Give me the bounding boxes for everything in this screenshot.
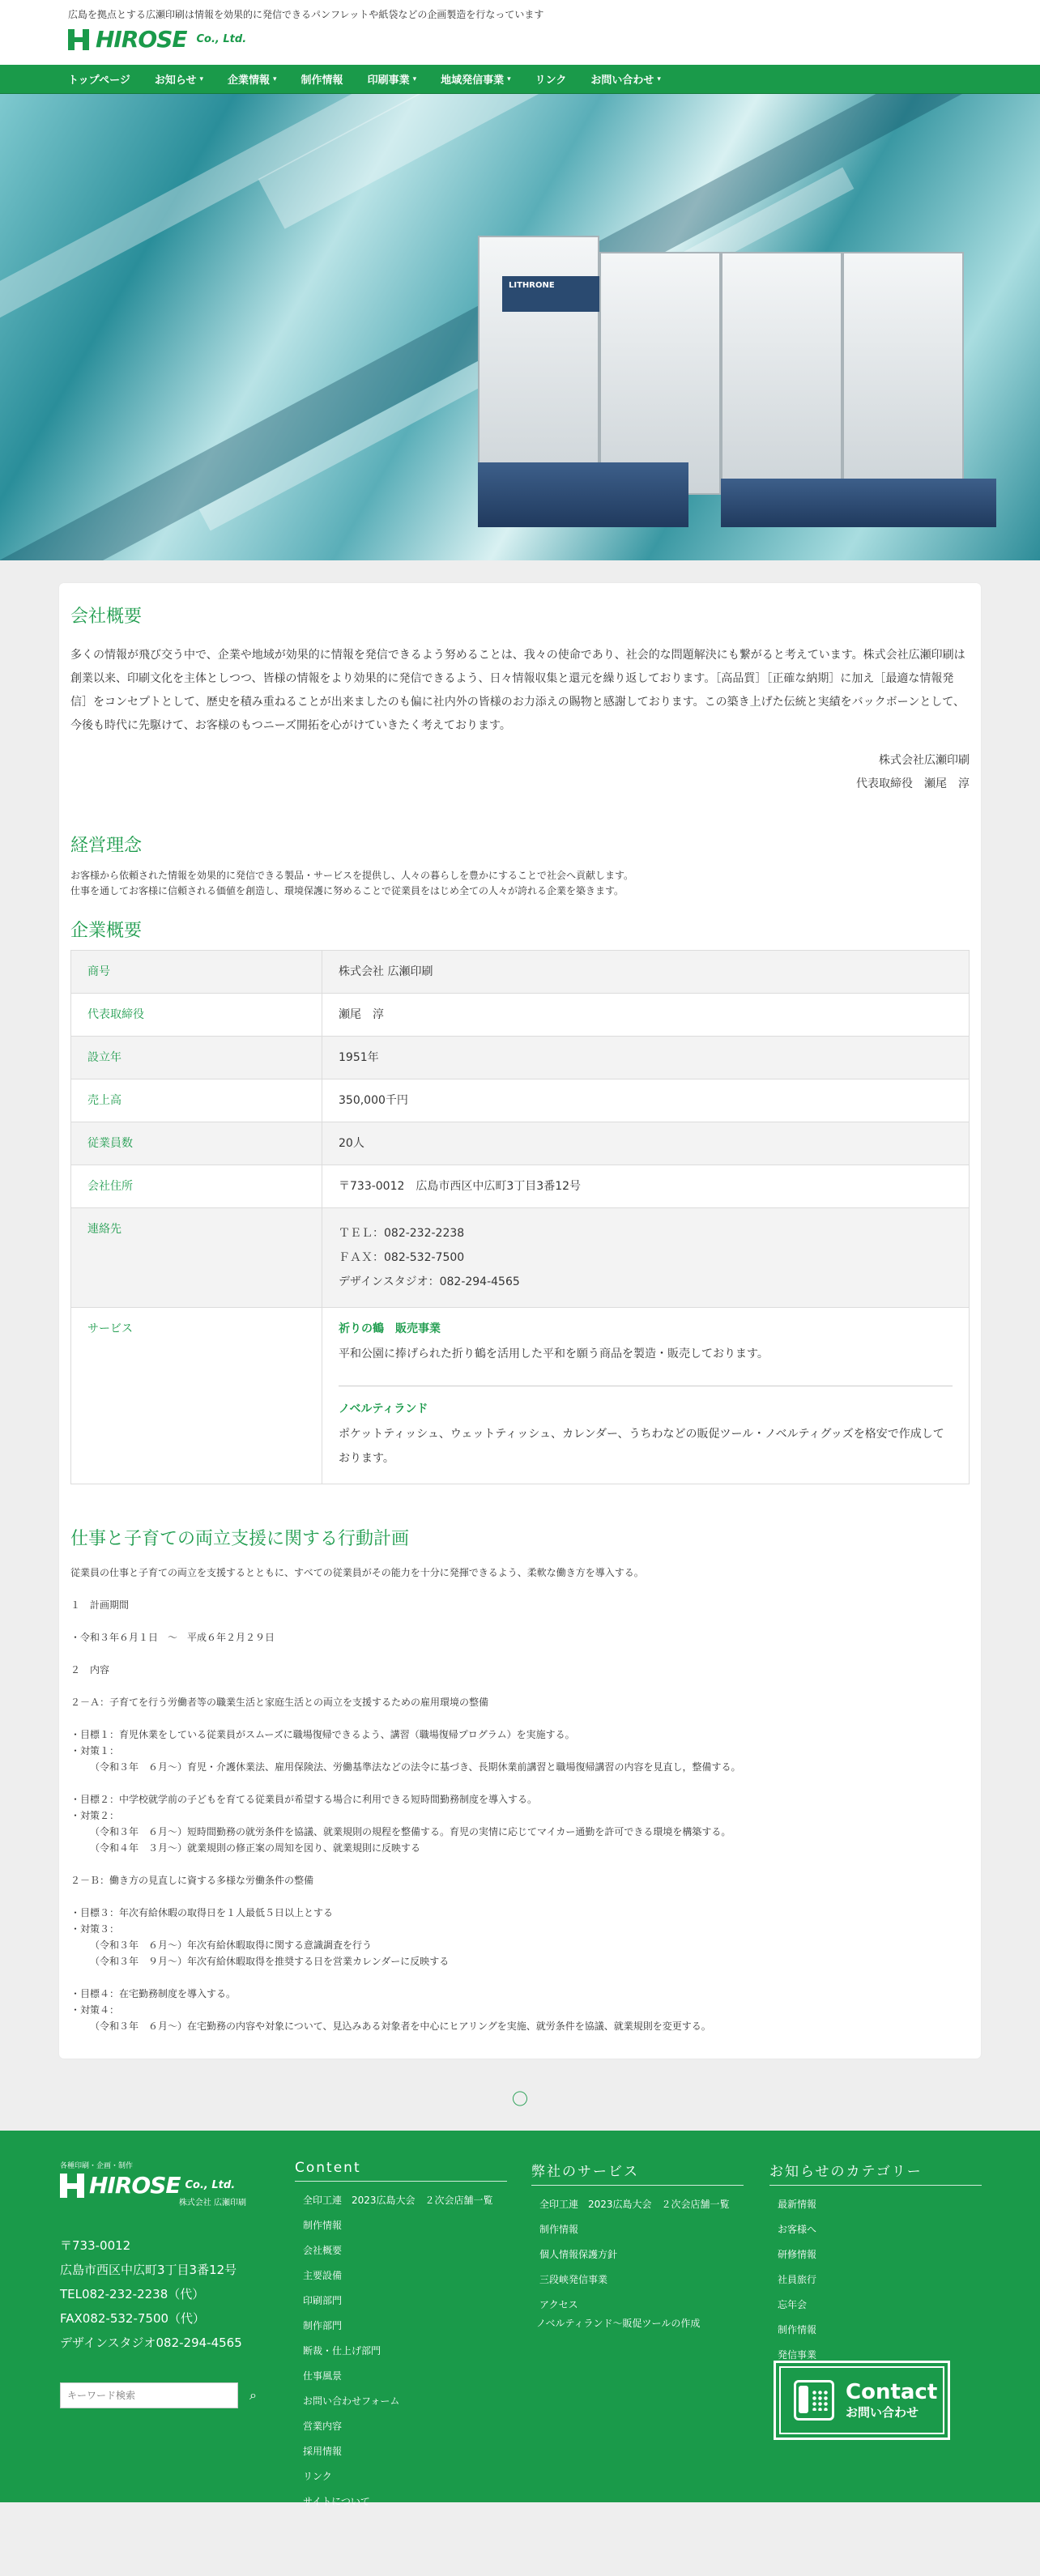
site-logo[interactable] [68,26,1040,53]
footer-link[interactable]: 忘年会 [778,2299,808,2310]
table-row: 設立年 1951年 [71,1037,970,1079]
logo-suffix: Co., Ltd. [196,33,247,45]
contact-button-sublabel: お問い合わせ [846,2404,919,2420]
hero-image [0,94,1040,560]
footer-link[interactable]: 個人情報保護方針 [539,2249,618,2260]
footer-content-column [295,2160,507,2514]
footer-services-list [531,2192,744,2336]
footer-link[interactable]: 営業内容 [303,2421,343,2432]
site-header [0,0,1040,65]
footer-link[interactable]: 制作情報 [539,2224,579,2235]
footer-news-title: お知らせのカテゴリー [769,2160,982,2186]
service-title: 祈りの鶴 販売事業 [339,1322,441,1335]
nav-item-news[interactable]: お知らせ ▾ [154,75,203,87]
footer-link[interactable]: 会社概要 [303,2245,343,2256]
site-footer [0,2131,1040,2507]
footer-link[interactable]: 仕事風景 [303,2370,343,2382]
footer-logo[interactable]: 各種印刷・企画・制作 HIROSE Co., Ltd. 株式会社 広瀬印刷 [60,2162,246,2208]
nav-item-printing[interactable]: 印刷事業 ▾ [367,75,417,87]
footer-link[interactable]: サイトについて [303,2496,370,2507]
footer-address: 〒733-0012 広島市西区中広町3丁目3番12号 TEL082-232-2238（代） FAX082-532-7500（代） デザインスタジオ082-294-4565 [60,2238,242,2350]
phone-icon [794,2380,834,2421]
contact-studio: デザインスタジオ：082-294-4565 [339,1275,520,1288]
footer-content-title: Content [295,2160,507,2182]
footer-link[interactable]: ノベルティランド～販促ツールの作成 [536,2318,701,2329]
overview-title: 会社概要 [70,607,143,627]
footer-link[interactable]: 制作情報 [778,2324,817,2335]
chevron-down-icon: ▾ [273,75,277,83]
table-row: サービス 祈りの鶴 販売事業 平和公園に捧げられた折り鶴を活用した平和を願う商品を製造・販売しております。 ノベルティランド ポケットティッシュ、ウェットティッシュ、カレンダー、うちわなどの販促ツール・ノベルティグッズを格安で作成しております。 [71,1308,970,1484]
nav-item-top[interactable]: トップページ [68,75,130,87]
table-row: 連絡先 ＴＥＬ：082-232-2238 ＦＡＸ：082-532-7500 デザインスタジオ：082-294-4565 [71,1208,970,1308]
main-nav [0,65,1040,94]
table-row: 商号 株式会社 広瀬印刷 [71,951,970,994]
search-input[interactable] [60,2382,238,2408]
footer-link[interactable]: 制作部門 [303,2320,343,2331]
footer-link[interactable]: 主要設備 [303,2270,343,2281]
footer-news-column [769,2160,982,2368]
signature-representative: 代表取締役 瀬尾 淳 [856,777,970,790]
table-row: 従業員数 20人 [71,1122,970,1165]
footer-search [60,2382,257,2408]
footer-link[interactable]: リンク [303,2471,332,2482]
overview-signature [70,749,970,796]
press-brand-label: LITHRONE [509,281,555,290]
contact-cell [322,1208,970,1308]
contact-tel: ＴＥＬ：082-232-2238 [339,1227,465,1240]
footer-link[interactable]: 社員旅行 [778,2274,817,2285]
service-cell [322,1308,970,1484]
footer-link[interactable]: 最新情報 [778,2199,817,2210]
plan-title: 仕事と子育ての両立支援に関する行動計画 [70,1529,410,1549]
search-icon[interactable]: ⌕ [249,2387,257,2403]
profile-title: 企業概要 [70,921,143,941]
chevron-down-icon: ▾ [412,75,417,83]
logo-mark-icon [68,29,89,50]
footer-link[interactable]: アクセス [539,2299,578,2310]
footer-link[interactable]: 採用情報 [303,2446,343,2457]
logo-text: HIROSE [96,26,187,53]
chevron-down-icon: ▾ [507,75,511,83]
footer-link[interactable]: 全印工連 2023広島大会 ２次会店舗一覧 [303,2195,493,2206]
action-plan: 従業員の仕事と子育ての両立を支援するとともに、すべての従業員がその能力を十分に発揮できるよう、柔軟な働き方を導入する。 １ 計画期間 ・令和３年６月１日 ～ 平成６年２月２９日 ２ 内容 ２－Ａ：子育てを行う労働者等の職業生活と家庭生活との両立を支援するための雇用環境の整備 ・目標１：育児休業をしている従業員がスムーズに職場復帰できるよう、講習（職場復帰プログラム）を実施する。 ・対策１： （令和３年 ６月～）育児・介護休業法、雇用保険法、労働基準法などの法令に基づき、長期休業前講習と職場復帰講習の内容を見直し，整備する。 ・目標２：中学校就学前の子どもを育てる従業員が希望する場合に利用できる短時間勤務制度を導入する。 ・対策２： （令和３年 ６月～）短時間勤務の就労条件を協議、就業規則の規程を整備する。育児の実情に応じてマイカー通勤を許可できる環境を構築する。 （令和４年 ３月～）就業規則の修正案の周知を図り、就業規則に反映する ２－Ｂ：働き方の見直しに資する多様な労働条件の整備 ・目標３：年次有給休暇の取得日を１人最低５日以上とする ・対策３： （令和３年 ６月～）年次有給休暇取得に関する意識調査を行う （令和３年 ９月～）年次有給休暇取得を推奨する日を営業カレンダーに反映する ・目標４：在宅勤務制度を導入する。 ・対策４： （令和３年 ６月～）在宅勤務の内容や対象について、見込みある対象者を中心にヒアリングを実施、就労条件を協議、就業規則を変更する。 [70,1567,741,2032]
nav-item-works[interactable]: 制作情報 [300,75,343,87]
footer-link[interactable]: 断裁・仕上げ部門 [303,2345,381,2357]
footer-company-info [60,2160,257,2408]
contact-button-label: Contact [846,2379,938,2404]
back-to-top-icon[interactable]: 〇 [512,2089,528,2109]
main-content [59,583,981,2059]
footer-link[interactable]: 制作情報 [303,2220,343,2231]
footer-services-title: 弊社のサービス [531,2160,744,2186]
chevron-down-icon: ▾ [657,75,661,83]
footer-link[interactable]: 発信事業 [778,2349,817,2361]
service-title: ノベルティランド [339,1403,428,1416]
site-tagline: 広島を拠点とする広瀬印刷は情報を効果的に発信できるパンフレットや紙袋などの企画製造を行なっています [68,9,544,20]
footer-link[interactable]: 全印工連 2023広島大会 ２次会店舗一覧 [539,2199,730,2210]
company-profile-table [70,950,970,1484]
nav-item-company[interactable]: 企業情報 ▾ [228,75,277,87]
footer-services-column [531,2160,744,2336]
philosophy-body: お客様から依頼された情報を効果的に発信できる製品・サービスを提供し、人々の暮らしを豊かにすることで社会へ貢献します。 仕事を通してお客様に信頼される価値を創造し、環境保護に努めることで従業員をはじめ全ての人々が誇れる企業を築きます。 [70,870,634,896]
printing-press-illustration [478,187,996,527]
philosophy-title: 経営理念 [70,836,143,856]
logo-mark-icon [60,2174,84,2198]
nav-item-links[interactable]: リンク [535,75,567,87]
service-description: 平和公園に捧げられた折り鶴を活用した平和を願う商品を製造・販売しております。 [339,1348,769,1360]
footer-link[interactable]: お問い合わせフォーム [303,2395,400,2407]
service-description: ポケットティッシュ、ウェットティッシュ、カレンダー、うちわなどの販促ツール・ノベルティグッズを格安で作成しております。 [339,1428,944,1465]
signature-company: 株式会社広瀬印刷 [879,754,970,767]
footer-link[interactable]: お客様へ [778,2224,817,2235]
footer-link[interactable]: 研修情報 [778,2249,817,2260]
nav-item-contact[interactable]: お問い合わせ ▾ [590,75,661,87]
footer-link[interactable]: 三段峡発信事業 [539,2274,608,2285]
chevron-down-icon: ▾ [199,75,203,83]
overview-body: 多くの情報が飛び交う中で、企業や地域が効果的に情報を発信できるよう努めることは、我々の使命であり、社会的な問題解決にも繋がると考えています。株式会社広瀬印刷は創業以来、印刷文化を主体としつつ、皆様の情報をより効果的に発信できるよう、日々情報収集と還元を繰り返しております。［高品質］［正確な納期］に加え［最適な情報発信］をコンセプトとして、歴史を積み重ねることが出来ましたのも偏に社内外の皆様のお力添えの賜物と感謝しております。この築き上げた伝統と実績をバックボーンとして、今後も時代に先駆けて、お客様のもつニーズ開拓を心がけていきたく考えております。 [70,649,965,732]
footer-news-list [769,2192,982,2368]
nav-item-regional[interactable]: 地域発信事業 ▾ [441,75,511,87]
table-row: 売上高 350,000千円 [71,1079,970,1122]
footer-content-list [295,2188,507,2514]
footer-link[interactable]: 印刷部門 [303,2295,343,2306]
contact-button[interactable] [774,2361,950,2440]
contact-fax: ＦＡＸ：082-532-7500 [339,1251,465,1264]
table-row: 会社住所 〒733-0012 広島市西区中広町3丁目3番12号 [71,1165,970,1208]
table-row: 代表取締役 瀬尾 淳 [71,994,970,1037]
